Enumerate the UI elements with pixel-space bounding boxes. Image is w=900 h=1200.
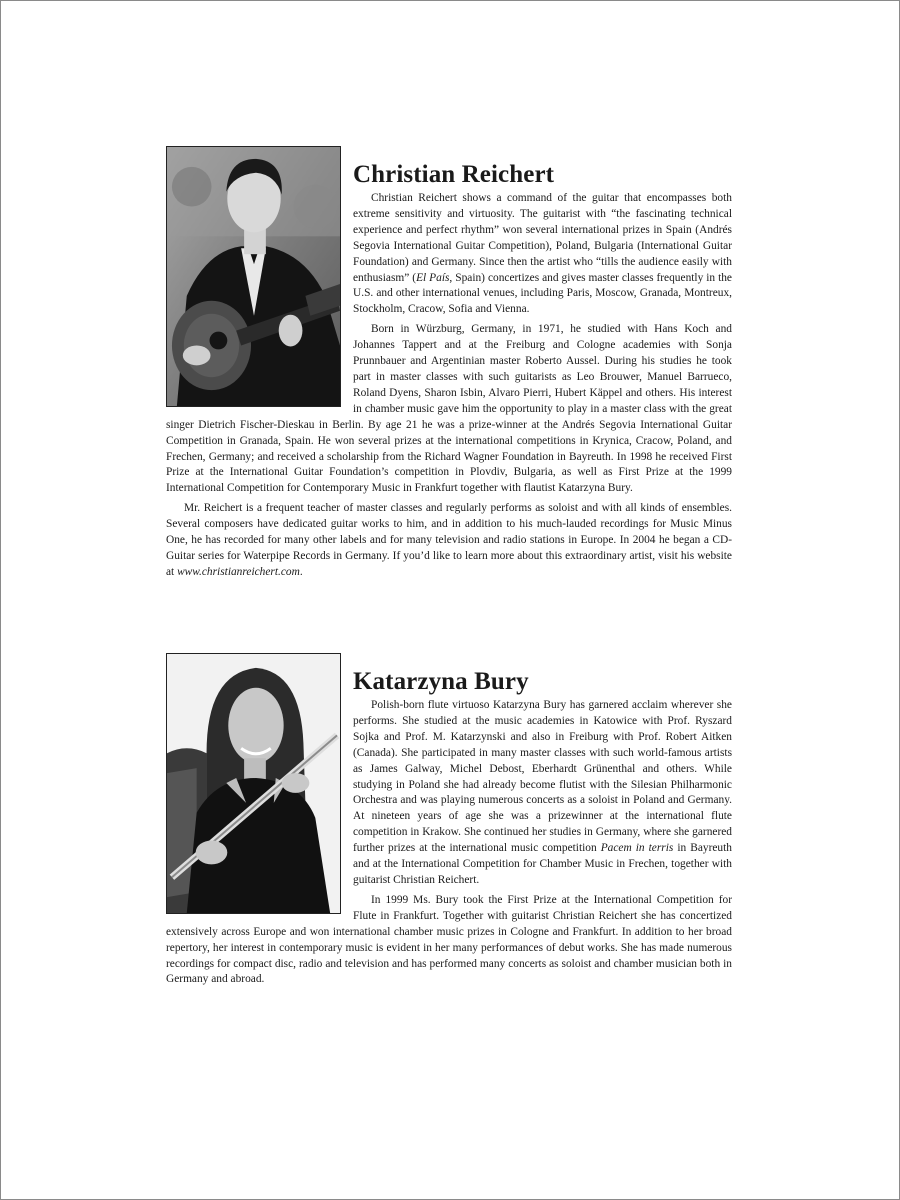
artist-name: Christian Reichert: [353, 161, 555, 188]
paragraph-text: .: [299, 565, 303, 578]
paragraph-text: in Bayreuth and at the International Competition for Chamber Music in Frechen, together with guitarist Christian Reichert.: [353, 842, 732, 886]
italic-text: El País: [416, 271, 450, 284]
bio-katarzyna-bury: [166, 653, 732, 988]
bio-christian-reichert: [166, 146, 732, 581]
guitarist-portrait-photo: [166, 146, 341, 407]
paragraph-text: Christian Reichert shows a command of the guitar that encompasses both extreme sensitivity and virtuosity. The guitarist with “the fascinating technical experience and perfect rhythm” won several international prizes in Spain (Andrés Segovia International Guitar Competition), Poland, Bulgaria (International Guitar Foundation) and Germany. Since then the artist who “tills the audience easily with enthusiasm” (: [353, 192, 732, 284]
italic-text: Pacem in terris: [600, 842, 674, 855]
guitarist-photo-graphic: [167, 147, 340, 406]
bio-paragraph: [166, 501, 732, 581]
paragraph-text: Polish-born flute virtuoso Katarzyna Bury has garnered acclaim wherever she performs. She studied at the music academies in Katowice with Prof. Ryszard Sojka and Prof. M. Katarzynski and also in Freiburg with Prof. Robert Aitken (Canada). She participated in many master classes with such world-famous artists as James Galway, Michel Debost, Eberhardt Grünenthal and others. While studying in Poland she had already become flutist with the Silesian Philharmonic Orchestra and was playing numerous concerts as a soloist in Poland and Germany. At nineteen years of age she was a prizewinner at the international flute competition in Krakow. She continued her studies in Germany, where she garnered further prizes at the international music competition: [353, 699, 732, 855]
italic-text: www.christianreichert.com: [177, 565, 300, 578]
paragraph-text: In 1999 Ms. Bury took the First Prize at the International Competition for Flute in Frankfurt. Together with guitarist Christian Reichert she has concertized extensively across Europe and won international chamber music prizes in Cologne and Frankfurt. In addition to her broad repertory, her interest in contemporary music is evident in her many performances of debut works. She has made numerous recordings for compact disc, radio and television and has performed many concerts as soloist and chamber musician both in Germany and abroad.: [166, 893, 732, 986]
flautist-portrait-photo: [166, 653, 341, 914]
paragraph-text: Born in Würzburg, Germany, in 1971, he studied with Hans Koch and Johannes Tappert and at the Freiburg and Cologne academies with Sonja Prunnbauer and Argentinian master Roberto Aussel. During his studies he took part in master classes with such guitarists as Leo Brouwer, Manuel Barrueco, Roland Dyens, Sharon Isbin, Alvaro Pierri, Hubert Käppel and others. His interest in chamber music gave him the opportunity to play in a master class with the great singer Dietrich Fischer-Dieskau in Berlin. By age 21 he was a prize-winner at the Andrés Segovia International Guitar Competition in Granada, Spain. He won several prizes at the international competitions in Krynica, Cracow, Poland, and Frechen, Germany; and received a scholarship from the Richard Wagner Foundation in Bayreuth. In 1998 he received First Prize at the International Guitar Foundation’s competition in Plovdiv, Bulgaria, as well as First Prize at the 1999 International Competition for Contemporary Music in Frankfurt together with flautist Katarzyna Bury.: [166, 323, 732, 495]
flautist-photo-graphic: [167, 654, 340, 913]
paragraph-text: Mr. Reichert is a frequent teacher of master classes and regularly performs as soloist and with all kinds of ensembles. Several composers have dedicated guitar works to him, and in addition to his much-lauded recordings for Music Minus One, he has recorded for many other labels and for many television and radio stations in Europe. In 2004 he began a CD-Guitar series for Waterpipe Records in Germany. If you’d like to learn more about this extraordinary artist, visit his website at: [166, 502, 732, 578]
paragraph-text: , Spain) concertizes and gives master classes frequently in the U.S. and other international venues, including Paris, Moscow, Granada, Montreux, Stockholm, Cracow, Sofia and Vienna.: [353, 271, 732, 316]
artist-name: Katarzyna Bury: [353, 668, 529, 695]
